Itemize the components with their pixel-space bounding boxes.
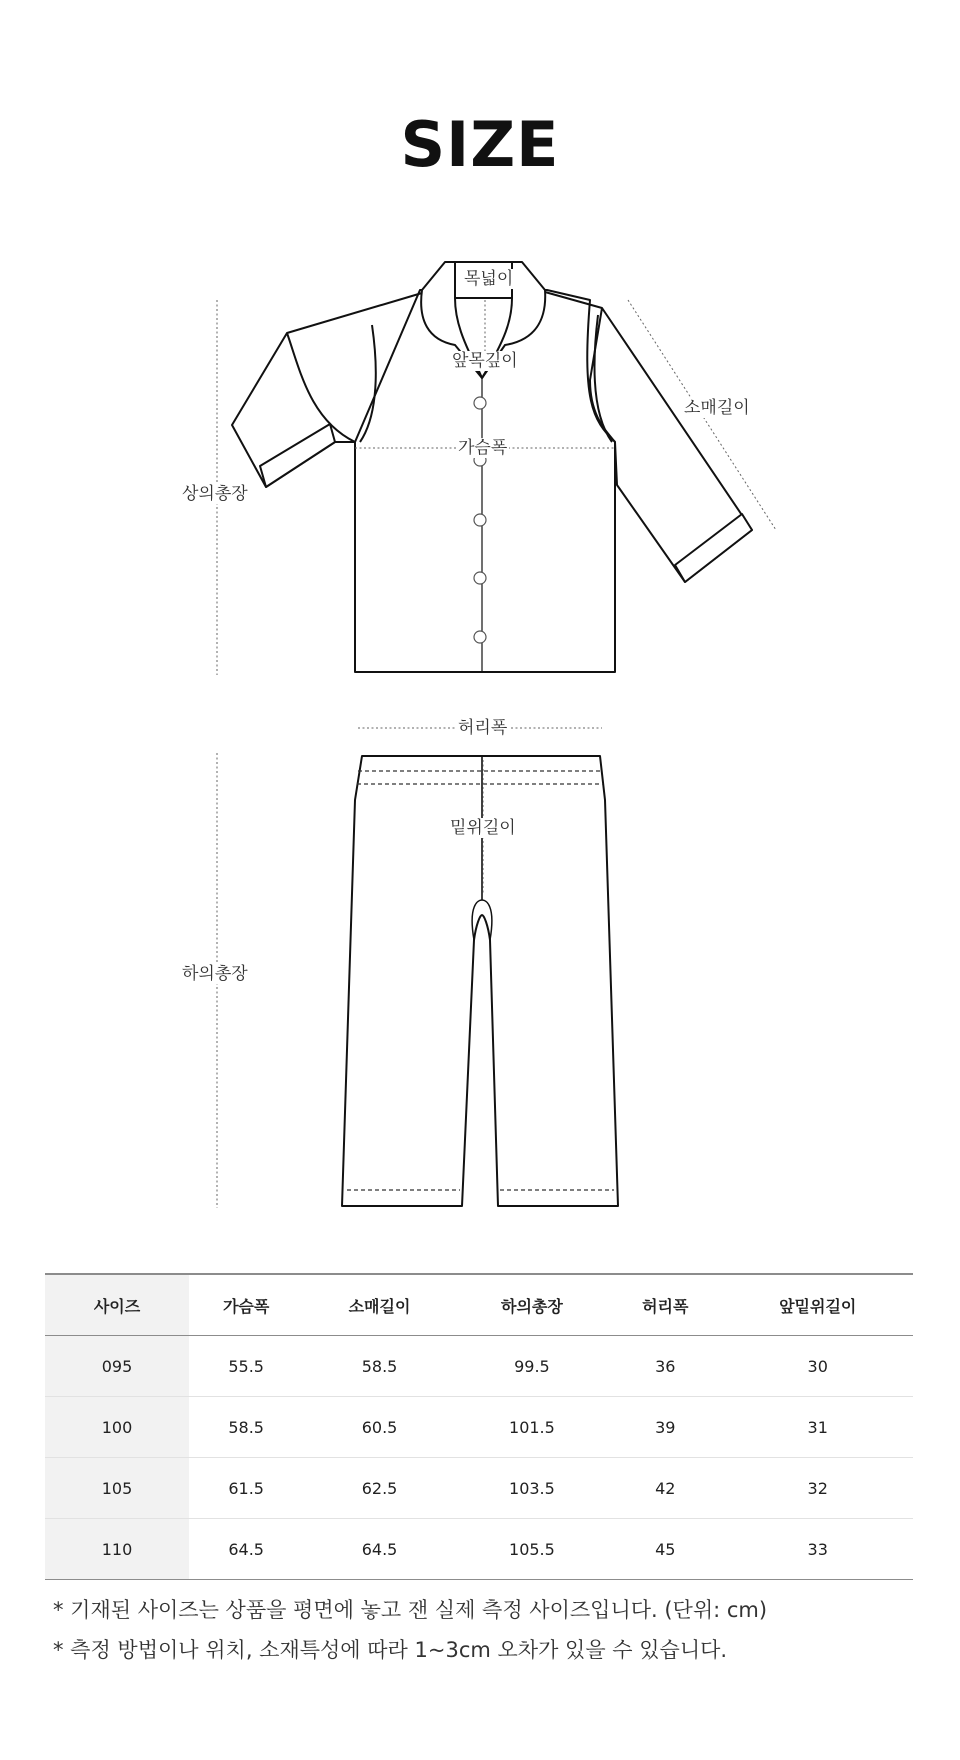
sleeve-length-label: 소매길이 (684, 398, 750, 418)
table-cell: 36 (608, 1336, 722, 1397)
table-cell: 64.5 (189, 1519, 303, 1580)
table-cell: 58.5 (189, 1397, 303, 1458)
table-cell: 58.5 (303, 1336, 455, 1397)
page-title: SIZE (400, 108, 560, 181)
neck-width-label: 목넓이 (464, 269, 514, 289)
header-bottom-length: 하의총장 (456, 1274, 608, 1336)
size-cell: 100 (45, 1397, 189, 1458)
table-cell: 103.5 (456, 1458, 608, 1519)
table-cell: 39 (608, 1397, 722, 1458)
size-cell: 105 (45, 1458, 189, 1519)
table-cell: 64.5 (303, 1519, 455, 1580)
header-sleeve: 소매길이 (303, 1274, 455, 1336)
table-cell: 60.5 (303, 1397, 455, 1458)
table-cell: 61.5 (189, 1458, 303, 1519)
table-cell: 42 (608, 1458, 722, 1519)
size-cell: 110 (45, 1519, 189, 1580)
waist-width-label: 허리폭 (458, 718, 508, 738)
top-length-label: 상의총장 (182, 484, 248, 504)
header-size: 사이즈 (45, 1274, 189, 1336)
table-row (45, 1519, 913, 1580)
table-cell: 33 (722, 1519, 913, 1580)
header-waist: 허리폭 (608, 1274, 722, 1336)
table-row (45, 1458, 913, 1519)
size-table (45, 1273, 913, 1580)
table-cell: 45 (608, 1519, 722, 1580)
table-cell: 105.5 (456, 1519, 608, 1580)
chest-width-label: 가슴폭 (458, 438, 508, 458)
size-notes (53, 1590, 913, 1670)
note-measurement: * 기재된 사이즈는 상품을 평면에 놓고 잰 실제 측정 사이즈입니다. (단위: cm) (53, 1598, 768, 1622)
header-chest: 가슴폭 (189, 1274, 303, 1336)
size-cell: 095 (45, 1336, 189, 1397)
table-cell: 101.5 (456, 1397, 608, 1458)
table-cell: 32 (722, 1458, 913, 1519)
table-cell: 55.5 (189, 1336, 303, 1397)
table-header-row (45, 1274, 913, 1336)
garment-illustration (0, 250, 960, 1230)
shirt-drawing (232, 262, 752, 672)
table-cell: 62.5 (303, 1458, 455, 1519)
front-neck-depth-label: 앞목깊이 (452, 351, 518, 371)
note-tolerance: * 측정 방법이나 위치, 소재특성에 따라 1~3cm 오차가 있을 수 있습니다. (53, 1638, 728, 1662)
table-row (45, 1336, 913, 1397)
table-cell: 30 (722, 1336, 913, 1397)
table-row (45, 1397, 913, 1458)
size-diagram (0, 250, 960, 1230)
table-cell: 31 (722, 1397, 913, 1458)
bottom-length-label: 하의총장 (182, 964, 248, 984)
header-front-rise: 앞밑위길이 (722, 1274, 913, 1336)
rise-label: 밑위길이 (450, 818, 516, 838)
table-cell: 99.5 (456, 1336, 608, 1397)
